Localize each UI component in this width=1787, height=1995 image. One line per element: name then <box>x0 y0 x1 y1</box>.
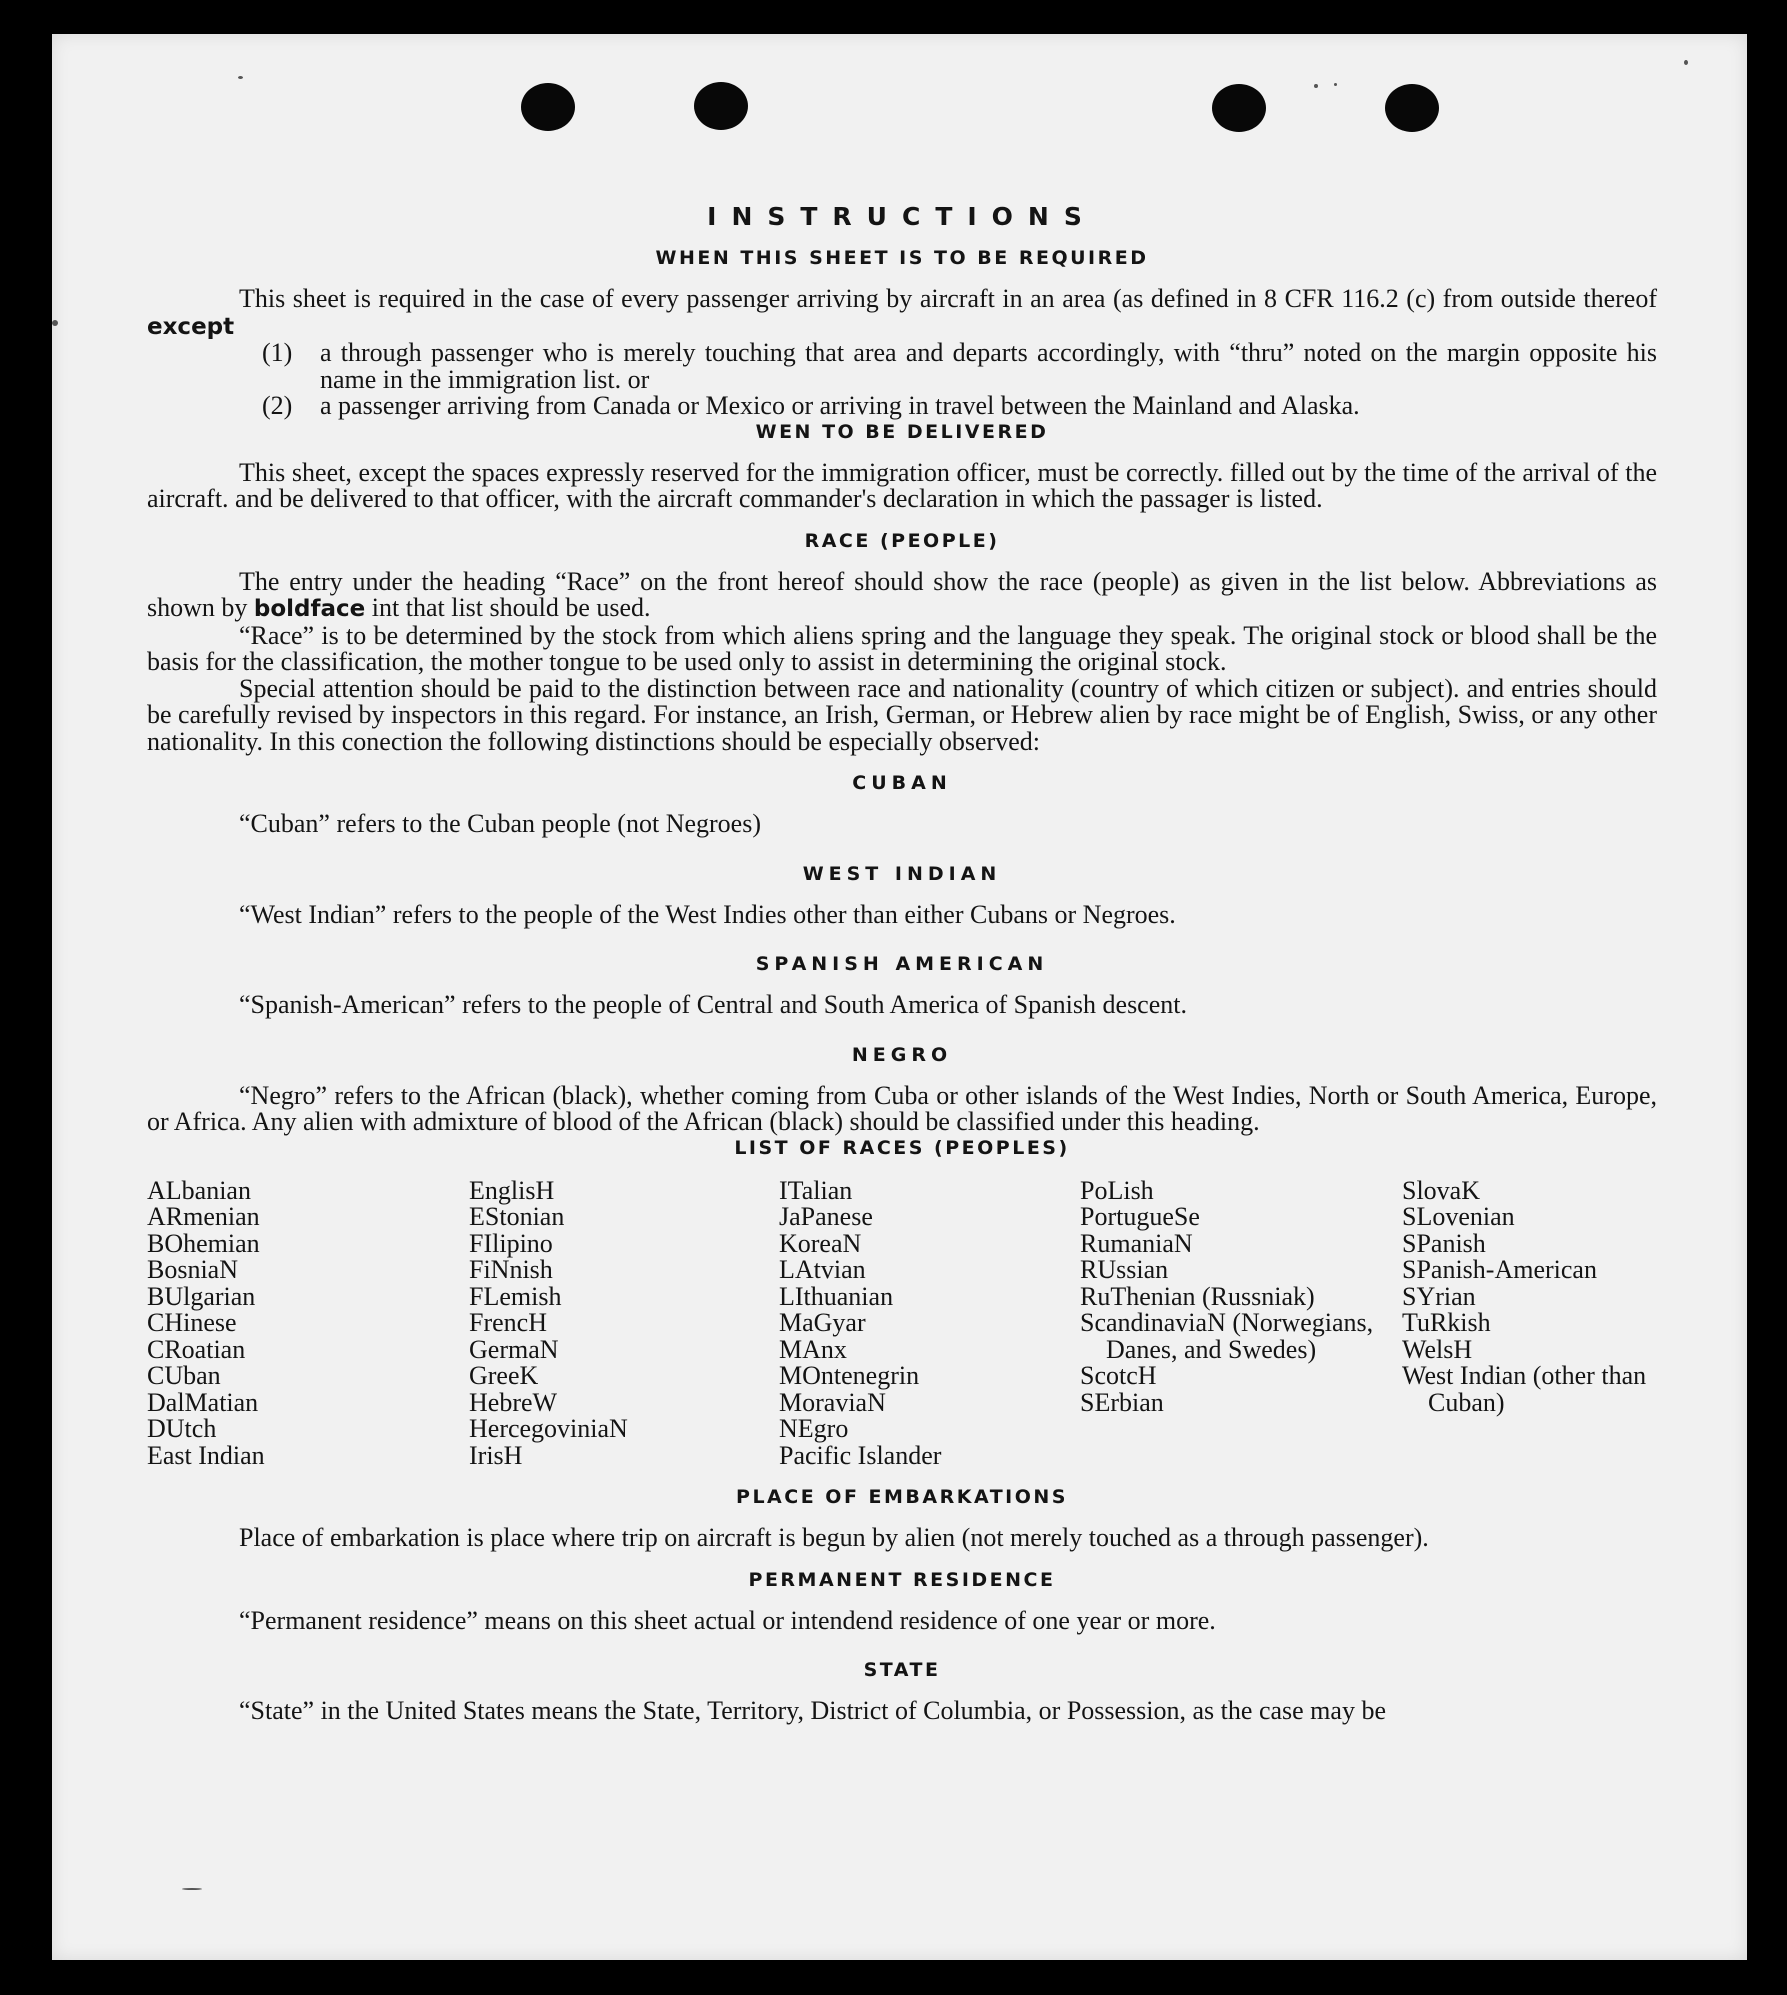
list-item: PoLish <box>1080 1175 1154 1205</box>
list-item: HebreW <box>469 1387 558 1417</box>
list-item: SlovaK <box>1402 1175 1480 1205</box>
paragraph-race-3: Special attention should be paid to the distinction between race and nationality (country of which citizen or subject). and entries should be carefully revised by inspectors in this regard. For instance, an Irish, German, or Hebrew alien by race might be of English, Swiss, or any other nationality. In this conection the following distinctions should be especially observed: <box>147 673 1657 756</box>
list-item: (2) a passenger arriving from Canada or Mexico or arriving in travel between the Mainland and Alaska. <box>262 391 1360 420</box>
heading-embarkation: PLACE OF EMBARKATIONS <box>736 1486 1068 1508</box>
list-item: WelsH <box>1402 1334 1473 1364</box>
list-item: ITalian <box>779 1175 853 1205</box>
paragraph-when-required: This sheet is required in the case of every passenger arriving by aircraft in an area (as defined in 8 CFR 116.2 (c) from outside thereof except <box>147 284 1657 340</box>
paragraph-embarkation: Place of embarkation is place where trip on aircraft is begun by alien (not merely touched as a through passenger). <box>239 1523 1429 1552</box>
heading-west-indian: WEST INDIAN <box>802 862 1002 885</box>
list-item: CRoatian <box>147 1334 246 1364</box>
heading-when-delivered: WEN TO BE DELIVERED <box>755 420 1049 443</box>
races-column-5 <box>1402 1175 1657 1470</box>
list-item: FLemish <box>469 1281 562 1311</box>
paragraph-race-2: “Race” is to be determined by the stock from which aliens spring and the language they speak. The original stock or blood shall be the basis for the classification, the mother tongue to be used only to assist in determining the original stock. <box>147 620 1657 676</box>
list-item: PortugueSe <box>1080 1202 1200 1231</box>
list-item: ALbanian <box>147 1175 251 1205</box>
instructions-content <box>147 202 1657 1725</box>
list-item: LIthuanian <box>779 1281 894 1311</box>
keyword-boldface: boldface <box>253 596 366 622</box>
list-item: FrencH <box>469 1308 547 1337</box>
punch-hole <box>1385 84 1439 132</box>
list-item: CUban <box>147 1361 221 1390</box>
heading-spanish-american: SPANISH AMERICAN <box>755 953 1049 975</box>
list-item: FIlipino <box>469 1228 553 1258</box>
heading-negro: NEGRO <box>851 1043 953 1066</box>
list-item: (1) a through passenger who is merely touching that area and departs accordingly, with “thru” noted on the margin opposite his name in the immigration list. or <box>262 338 1657 394</box>
list-item: TuRkish <box>1402 1308 1491 1337</box>
list-item: RUssian <box>1080 1255 1169 1284</box>
races-list <box>147 1175 1657 1470</box>
list-item: KoreaN <box>779 1228 862 1258</box>
list-item: MAnx <box>779 1334 847 1364</box>
list-item: NEgro <box>779 1414 849 1443</box>
list-item: FiNnish <box>469 1255 553 1284</box>
paragraph-race-1: The entry under the heading “Race” on the front hereof should show the race (people) as given in the list below. Abbreviations as shown by boldface int that list should be used. <box>147 566 1657 622</box>
list-item: MoraviaN <box>779 1387 886 1417</box>
list-item: SPanish <box>1402 1228 1486 1258</box>
paragraph-permanent-residence: “Permanent residence” means on this sheet actual or intendend residence of one year or more. <box>239 1605 1216 1635</box>
list-item: MaGyar <box>779 1308 866 1337</box>
list-item: SPanish-American <box>1402 1255 1597 1284</box>
list-item: East Indian <box>147 1440 265 1470</box>
paragraph-when-delivered: This sheet, except the spaces expressly reserved for the immigration officer, must be correctly. filled out by the time of the arrival of the aircraft. and be delivered to that officer, with the aircraft commander's declaration in which the passager is listed. <box>147 457 1657 513</box>
list-item: BosniaN <box>147 1255 238 1284</box>
list-item: GermaN <box>469 1334 559 1364</box>
list-item: HercegoviniaN <box>469 1414 628 1443</box>
races-column-4 <box>1080 1175 1402 1470</box>
list-item: DalMatian <box>147 1387 259 1417</box>
list-item: GreeK <box>469 1361 539 1390</box>
list-item: RumaniaN <box>1080 1228 1193 1258</box>
list-item: EnglisH <box>469 1175 555 1205</box>
list-item: MOntenegrin <box>779 1361 920 1390</box>
paragraph-negro: “Negro” refers to the African (black), whether coming from Cuba or other islands of the West Indies, North or South America, Europe, or Africa. Any alien with admixture of blood of the African (black) should be classified under this heading. <box>147 1080 1657 1136</box>
heading-when-required: WHEN THIS SHEET IS TO BE REQUIRED <box>655 247 1149 269</box>
heading-list-of-races: LIST OF RACES (PEOPLES) <box>734 1136 1070 1159</box>
list-item: EStonian <box>469 1202 565 1231</box>
list-item: Pacific Islander <box>779 1440 942 1470</box>
heading-cuban: CUBAN <box>852 772 952 794</box>
document-page <box>52 34 1747 1960</box>
list-item: IrisH <box>469 1440 523 1470</box>
list-item: BOhemian <box>147 1228 260 1258</box>
paragraph-state: “State” in the United States means the State, Territory, District of Columbia, or Possession, as the case may be <box>239 1696 1386 1725</box>
list-item: ScotcH <box>1080 1361 1157 1390</box>
paragraph-spanish-american: “Spanish-American” refers to the people of Central and South America of Spanish descent. <box>239 990 1187 1019</box>
list-item: ARmenian <box>147 1202 260 1231</box>
list-item: ScandinaviaN (Norwegians, Danes, and Swedes) <box>1080 1308 1374 1364</box>
punch-hole <box>694 82 748 130</box>
punch-hole <box>521 83 575 131</box>
list-item: SErbian <box>1080 1387 1164 1417</box>
list-item: SLovenian <box>1402 1202 1515 1231</box>
list-item: BUlgarian <box>147 1281 256 1311</box>
heading-race: RACE (PEOPLE) <box>804 529 1000 552</box>
list-item: DUtch <box>147 1414 217 1443</box>
races-column-1 <box>147 1175 469 1470</box>
heading-permanent-residence: PERMANENT RESIDENCE <box>748 1568 1056 1591</box>
list-item: CHinese <box>147 1308 237 1337</box>
list-item: JaPanese <box>779 1202 873 1231</box>
paragraph-cuban: “Cuban” refers to the Cuban people (not Negroes) <box>239 809 761 838</box>
races-column-3 <box>779 1175 1080 1470</box>
races-column-2 <box>469 1175 779 1470</box>
paragraph-west-indian: “West Indian” refers to the people of the West Indies other than either Cubans or Negroes. <box>239 899 1176 929</box>
punch-hole <box>1212 84 1266 132</box>
list-item: LAtvian <box>779 1255 866 1284</box>
list-item: West Indian (other than Cuban) <box>1402 1361 1647 1417</box>
keyword-except: except <box>147 313 235 340</box>
list-item: RuThenian (Russniak) <box>1080 1281 1315 1311</box>
list-item: SYrian <box>1402 1281 1476 1311</box>
heading-state: STATE <box>863 1659 941 1681</box>
page-title: INSTRUCTIONS <box>707 202 1097 231</box>
